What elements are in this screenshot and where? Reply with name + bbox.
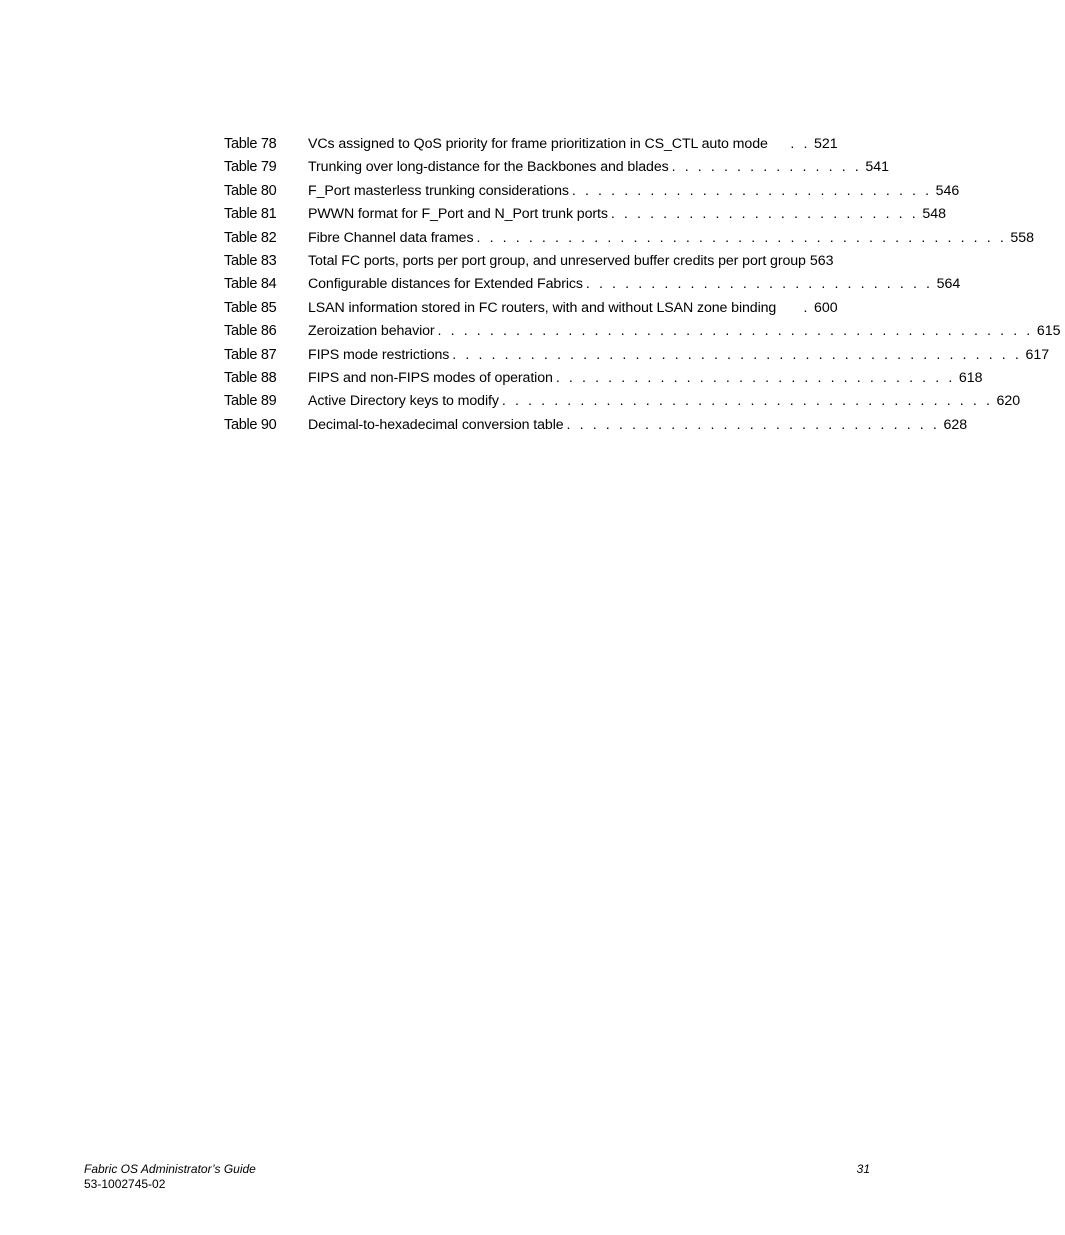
toc-entry bbox=[308, 390, 1021, 413]
toc-page-number[interactable]: 618 bbox=[958, 369, 983, 386]
toc-table-title[interactable]: F_Port masterless trunking considerations bbox=[308, 182, 569, 199]
toc-page-number[interactable]: 546 bbox=[935, 182, 960, 199]
toc-table-title[interactable]: FIPS mode restrictions bbox=[308, 346, 450, 363]
toc-dot-leader: . . . . . . . . . . . . . . . . . . . . . . . . . . . . bbox=[571, 182, 932, 199]
toc-table-title[interactable]: Active Directory keys to modify bbox=[308, 393, 499, 410]
footer-document-code: 53-1002745-02 bbox=[84, 1176, 166, 1191]
toc-dot-leader: . . . . . . . . . . . . . . . bbox=[671, 159, 862, 176]
toc-dot-leader: . . . . . . . . . . . . . . . . . . . . . . . . . . . . . . . . . . . . . . . . . . . . bbox=[452, 346, 1022, 363]
toc-dot-leader: . . . . . . . . . . . . . . . . . . . . . . . . . . . . . . . bbox=[555, 369, 955, 386]
toc-page-number[interactable]: 615 bbox=[1036, 323, 1061, 340]
toc-row[interactable] bbox=[224, 320, 1061, 343]
toc-entry bbox=[308, 273, 961, 296]
toc-table-title[interactable]: Configurable distances for Extended Fabrics bbox=[308, 276, 583, 293]
toc-row[interactable] bbox=[224, 367, 983, 390]
toc-row[interactable] bbox=[224, 133, 874, 156]
toc-table-label: Table 79 bbox=[224, 159, 277, 176]
toc-table-title[interactable]: VCs assigned to QoS priority for frame prioritization in CS_CTL auto mode bbox=[308, 136, 768, 152]
toc-table-label: Table 90 bbox=[224, 416, 277, 433]
toc-page-number[interactable]: 558 bbox=[1010, 229, 1035, 246]
toc-table-title[interactable]: PWWN format for F_Port and N_Port trunk ports bbox=[308, 206, 608, 223]
toc-page-number[interactable]: 600 bbox=[814, 299, 838, 316]
toc-row[interactable] bbox=[224, 297, 874, 320]
toc-dot-leader: . bbox=[803, 299, 810, 316]
toc-dot-leader: . . . . . . . . . . . . . . . . . . . . . . . . . . . . . . . . . . . . . . bbox=[501, 393, 993, 410]
toc-table-label: Table 78 bbox=[224, 136, 277, 152]
toc-row[interactable] bbox=[224, 414, 968, 437]
toc-table-title[interactable]: Decimal-to-hexadecimal conversion table bbox=[308, 416, 564, 433]
toc-row[interactable] bbox=[224, 180, 960, 203]
footer-page-number: 31 bbox=[856, 1162, 870, 1176]
toc-dot-leader: . . . . . . . . . . . . . . . . . . . . . . . . . . . . . . . . . . . . . . . . . bbox=[476, 229, 1007, 246]
toc-dot-leader: . . . . . . . . . . . . . . . . . . . . . . . . . . . . . bbox=[566, 416, 940, 433]
toc-entry bbox=[308, 367, 983, 390]
toc-entry bbox=[308, 320, 1061, 343]
toc-page-number[interactable]: 564 bbox=[936, 276, 961, 293]
toc-row[interactable] bbox=[224, 203, 946, 226]
toc-dot-leader: . . . . . . . . . . . . . . . . . . . . . . . . bbox=[610, 206, 919, 223]
toc-table-label: Table 87 bbox=[224, 346, 277, 363]
toc-table-label: Table 89 bbox=[224, 393, 277, 410]
toc-table-title[interactable]: Zeroization behavior bbox=[308, 323, 435, 340]
toc-page-number[interactable]: 563 bbox=[809, 252, 834, 269]
page-footer bbox=[84, 1162, 256, 1191]
toc-entry bbox=[308, 133, 842, 156]
toc-page-number[interactable]: 628 bbox=[943, 416, 968, 433]
toc-entry bbox=[308, 227, 1035, 250]
toc-table-title[interactable]: Total FC ports, ports per port group, and unreserved buffer credits per port group bbox=[308, 252, 806, 269]
toc-table-label: Table 84 bbox=[224, 276, 277, 293]
toc-page-number[interactable]: 617 bbox=[1025, 346, 1050, 363]
toc-entry bbox=[308, 180, 960, 203]
toc-table-title[interactable]: LSAN information stored in FC routers, with and without LSAN zone binding bbox=[308, 299, 777, 316]
toc-page-number[interactable]: 620 bbox=[996, 393, 1021, 410]
toc-entry bbox=[308, 250, 874, 273]
toc-entry bbox=[308, 414, 968, 437]
toc-row[interactable] bbox=[224, 250, 874, 273]
footer-document-title: Fabric OS Administrator’s Guide bbox=[84, 1162, 256, 1176]
toc-row[interactable] bbox=[224, 344, 1050, 367]
toc-dot-leader: . . bbox=[790, 136, 810, 152]
toc-table-label: Table 88 bbox=[224, 369, 277, 386]
toc-table-title[interactable]: Fibre Channel data frames bbox=[308, 229, 474, 246]
toc-entry bbox=[308, 297, 842, 320]
toc-row[interactable] bbox=[224, 273, 961, 296]
toc-entry bbox=[308, 203, 946, 226]
toc-row[interactable] bbox=[224, 156, 889, 179]
toc-row[interactable] bbox=[224, 227, 1035, 250]
toc-table-label: Table 80 bbox=[224, 182, 277, 199]
toc-table-label: Table 81 bbox=[224, 206, 277, 223]
toc-page-number[interactable]: 541 bbox=[865, 159, 889, 176]
toc-page-number[interactable]: 548 bbox=[922, 206, 946, 223]
toc-table-label: Table 86 bbox=[224, 323, 277, 340]
toc-entry bbox=[308, 156, 889, 179]
toc-dot-leader: . . . . . . . . . . . . . . . . . . . . . . . . . . . bbox=[585, 276, 933, 293]
toc-table-title[interactable]: Trunking over long-distance for the Backbones and blades bbox=[308, 159, 669, 176]
toc-dot-leader: . . . . . . . . . . . . . . . . . . . . . . . . . . . . . . . . . . . . . . . . . . . . . . bbox=[437, 323, 1033, 340]
toc-table-label: Table 83 bbox=[224, 252, 277, 269]
toc-table-label: Table 82 bbox=[224, 229, 277, 246]
toc-row[interactable] bbox=[224, 390, 1021, 413]
toc-page-number[interactable]: 521 bbox=[814, 136, 838, 152]
toc-table-label: Table 85 bbox=[224, 299, 277, 316]
toc-table-title[interactable]: FIPS and non-FIPS modes of operation bbox=[308, 369, 553, 386]
toc-entry bbox=[308, 344, 1050, 367]
list-of-tables bbox=[224, 133, 1061, 437]
